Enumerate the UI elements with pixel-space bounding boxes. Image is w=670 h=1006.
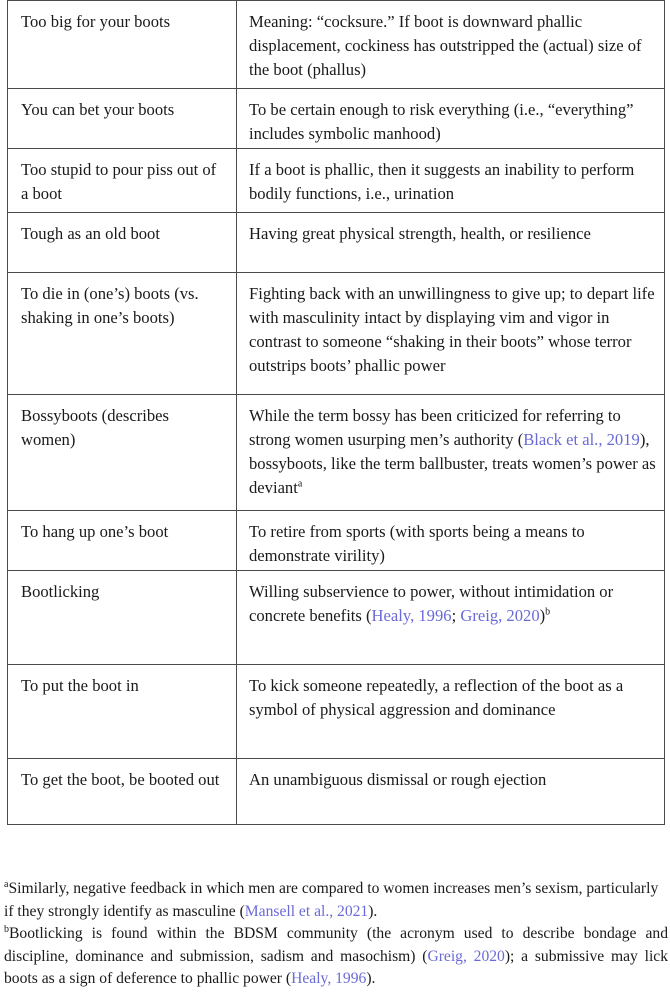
- table-row: [8, 89, 665, 149]
- text-segment: An unambiguous dismissal or rough ejection: [249, 770, 547, 789]
- meaning-cell: [237, 571, 665, 665]
- meaning-cell: [237, 1, 665, 89]
- footnote-marker: a: [297, 478, 303, 490]
- text-segment: To retire from sports (with sports being a means to demonstrate virility): [249, 522, 585, 565]
- citation-link[interactable]: Mansell et al., 2021: [244, 902, 369, 920]
- table-body: [8, 1, 665, 825]
- boot-idioms-table: [7, 0, 665, 825]
- footnote-mark: a: [4, 878, 9, 890]
- table-row: [8, 759, 665, 825]
- idiom-cell: Tough as an old boot: [8, 213, 237, 273]
- table-row: [8, 149, 665, 213]
- table-footnotes: [4, 878, 668, 991]
- footnote-marker: b: [545, 606, 551, 618]
- idiom-cell: Too big for your boots: [8, 1, 237, 89]
- table-row: [8, 213, 665, 273]
- text-segment: To be certain enough to risk everything (i.e., “everything” includes symbolic manhood): [249, 100, 634, 143]
- text-segment: ); a submissive may lick boots as a sign of deference to phallic power (: [4, 947, 668, 987]
- meaning-cell: [237, 273, 665, 395]
- text-segment: Having great physical strength, health, or resilience: [249, 224, 591, 243]
- text-segment: ), bossyboots, like the term ballbuster, treats women’s power as deviant: [249, 430, 656, 497]
- text-segment: ).: [368, 902, 378, 920]
- text-segment: Meaning: “cocksure.” If boot is downward phallic displacement, cockiness has outstripped the (actual) size of the boot (phallus): [249, 12, 642, 79]
- text-segment: ;: [451, 606, 461, 625]
- idiom-cell: To hang up one’s boot: [8, 511, 237, 571]
- meaning-cell: [237, 89, 665, 149]
- footnote: [4, 878, 668, 923]
- table-row: [8, 1, 665, 89]
- meaning-cell: [237, 149, 665, 213]
- meaning-cell: [237, 213, 665, 273]
- citation-link[interactable]: Greig, 2020: [460, 606, 540, 625]
- text-segment: Bootlicking is found within the BDSM community (the acronym used to describe bondage and discipline, dominance and submission, sadism and masochism) (: [4, 925, 668, 965]
- citation-link[interactable]: Greig, 2020: [427, 947, 505, 965]
- table-row: [8, 273, 665, 395]
- meaning-cell: [237, 759, 665, 825]
- idiom-cell: To put the boot in: [8, 665, 237, 759]
- table-row: [8, 511, 665, 571]
- meaning-cell: [237, 665, 665, 759]
- text-segment: To kick someone repeatedly, a reflection of the boot as a symbol of physical aggression and dominance: [249, 676, 624, 719]
- text-segment: Fighting back with an unwillingness to give up; to depart life with masculinity intact by displaying vim and vigor in contrast to someone “shaking in their boots” whose terror outstrips boots’ phallic power: [249, 284, 655, 375]
- citation-link[interactable]: Healy, 1996: [371, 606, 452, 625]
- footnote-mark: b: [4, 923, 9, 935]
- idiom-cell: Bossyboots (describes women): [8, 395, 237, 511]
- idiom-cell: Too stupid to pour piss out of a boot: [8, 149, 237, 213]
- table-row: [8, 571, 665, 665]
- table-row: [8, 395, 665, 511]
- table-row: [8, 665, 665, 759]
- text-segment: ).: [366, 970, 376, 987]
- citation-link[interactable]: Healy, 1996: [291, 970, 367, 987]
- meaning-cell: [237, 511, 665, 571]
- idiom-cell: Bootlicking: [8, 571, 237, 665]
- citation-link[interactable]: Black et al., 2019: [523, 430, 640, 449]
- idiom-cell: To die in (one’s) boots (vs. shaking in one’s boots): [8, 273, 237, 395]
- text-segment: Willing subservience to power, without intimidation or concrete benefits (: [249, 582, 614, 625]
- meaning-cell: [237, 395, 665, 511]
- text-segment: If a boot is phallic, then it suggests an inability to perform bodily functions, i.e., urination: [249, 160, 635, 203]
- footnote: [4, 923, 668, 991]
- idiom-cell: To get the boot, be booted out: [8, 759, 237, 825]
- text-segment: Similarly, negative feedback in which men are compared to women increases men’s sexism, particularly if they strongly identify as masculine (: [4, 880, 659, 920]
- text-segment: While the term bossy has been criticized for referring to strong women usurping men’s authority (: [249, 406, 621, 449]
- text-segment: ): [539, 606, 546, 625]
- idiom-cell: You can bet your boots: [8, 89, 237, 149]
